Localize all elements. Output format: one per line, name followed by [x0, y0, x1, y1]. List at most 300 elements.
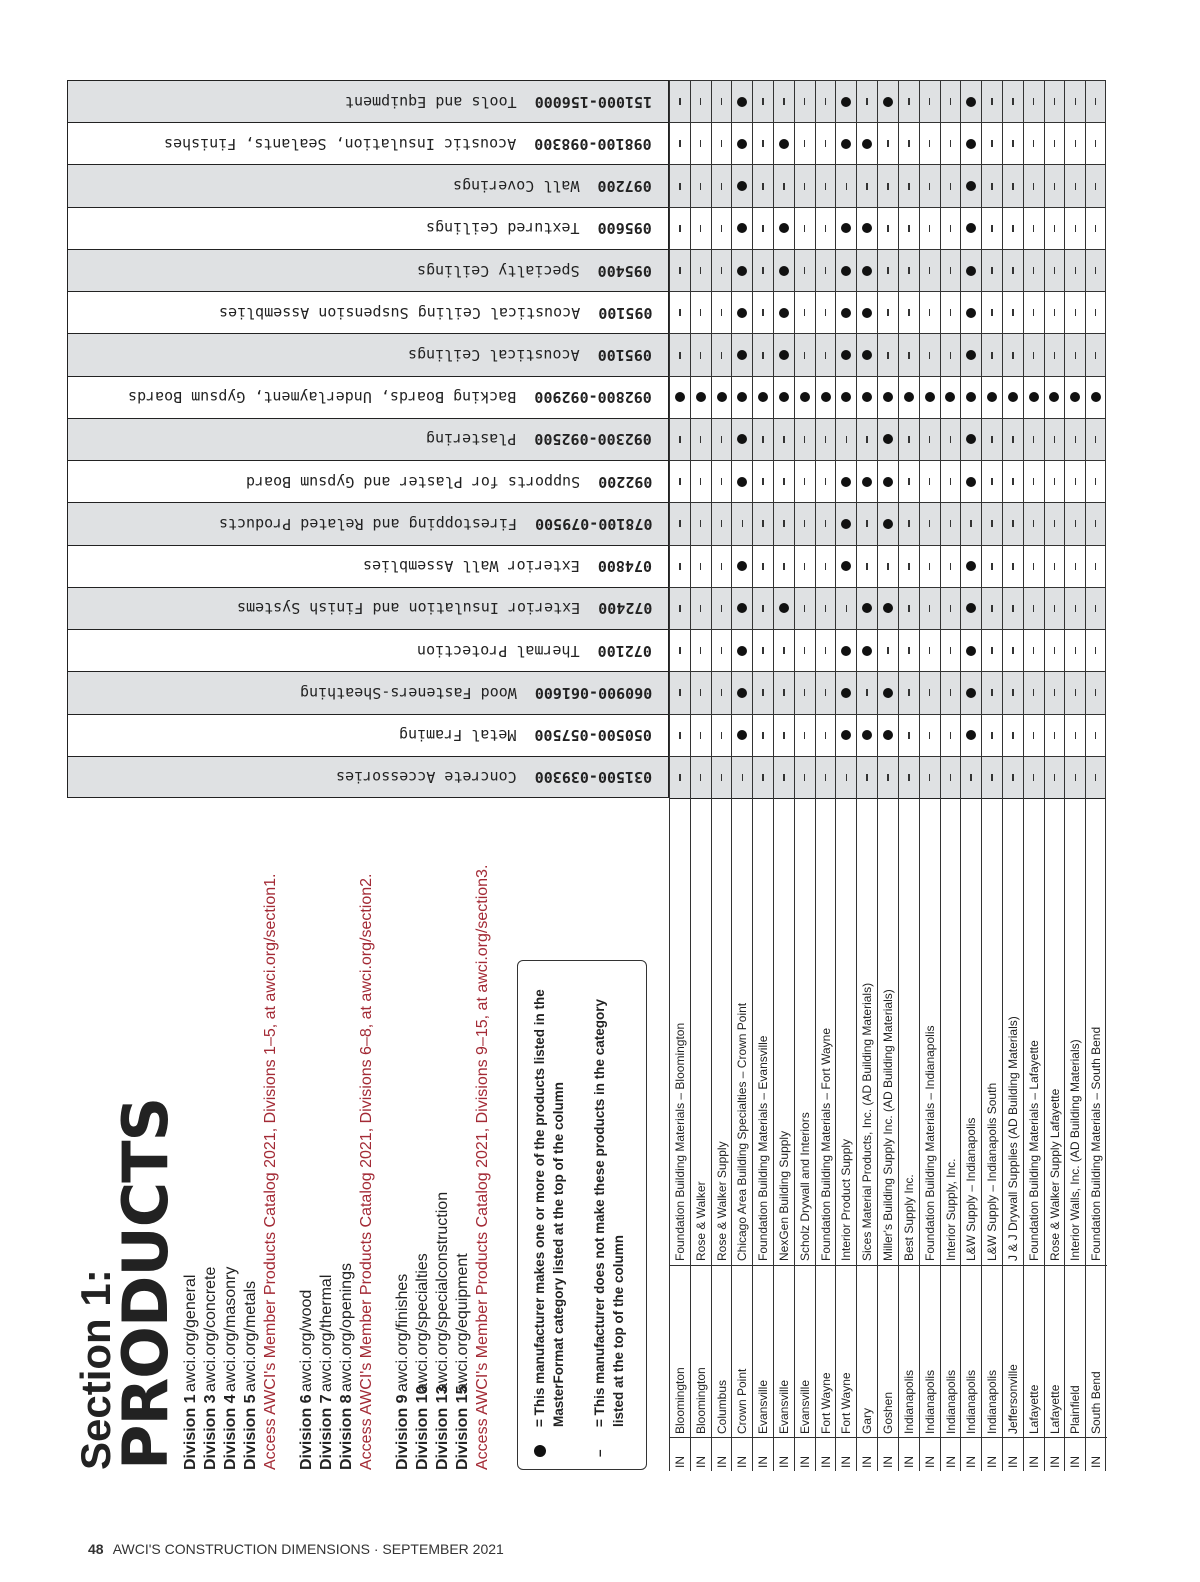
bullet-dot-icon [534, 1445, 546, 1457]
category-name: Thermal Protection [417, 641, 580, 660]
division-row [201, 850, 221, 1470]
matrix-cell [981, 714, 1002, 756]
legend-box [517, 960, 647, 1470]
matrix-cell [794, 587, 815, 629]
matrix-cell [856, 460, 877, 502]
dealer-state: IN [756, 1456, 771, 1468]
dash-icon [1054, 309, 1056, 316]
matrix-cell [960, 756, 981, 798]
matrix-cell [856, 333, 877, 375]
legend-dash-row [590, 987, 628, 1457]
division-row [241, 850, 261, 1470]
category-label [417, 262, 658, 280]
matrix-cell [773, 249, 794, 291]
category-code: 050500-057500 [534, 726, 652, 745]
matrix-cell [877, 418, 898, 460]
dash-icon [1095, 140, 1097, 147]
dash-icon [846, 774, 848, 781]
dealer-row [752, 798, 773, 1471]
dash-icon [1012, 563, 1014, 570]
category-code: 151000-156000 [534, 92, 652, 111]
dash-icon [1095, 520, 1097, 527]
matrix-cell [940, 671, 961, 713]
dot-icon [966, 350, 976, 360]
dealer-city: Indianapolis [985, 1369, 1000, 1434]
matrix-cell [773, 80, 794, 122]
dealer-state: IN [1047, 1456, 1062, 1468]
dash-icon [721, 689, 723, 696]
matrix-cell [690, 164, 711, 206]
matrix-cell [752, 587, 773, 629]
matrix-cell [752, 376, 773, 418]
matrix-cell [1002, 80, 1023, 122]
division-row [221, 850, 241, 1470]
matrix-cell [1002, 545, 1023, 587]
dealer-name: Interior Supply, Inc. [943, 1158, 958, 1261]
matrix-cell [981, 80, 1002, 122]
dash-icon [908, 563, 910, 570]
matrix-cell [1085, 207, 1106, 249]
matrix-cell [669, 164, 690, 206]
matrix-cell [981, 460, 1002, 502]
matrix-cell [711, 291, 732, 333]
dealer-city: Evansville [756, 1379, 771, 1434]
dash-icon [950, 309, 952, 316]
matrix-cell [669, 376, 690, 418]
dash-icon [929, 267, 931, 274]
division-url[interactable]: awci.org/equipment [454, 1253, 471, 1392]
dash-icon [1033, 436, 1035, 443]
dealer-name: Chicago Area Building Specialties – Crown Point [735, 1002, 750, 1261]
category-header [67, 587, 669, 629]
dash-icon [1054, 732, 1056, 739]
division-row [453, 850, 473, 1470]
matrix-cell [1023, 714, 1044, 756]
division-url[interactable]: awci.org/wood [298, 1289, 315, 1392]
dealer-state-cell [670, 1437, 691, 1471]
dash-icon [1012, 520, 1014, 527]
dot-icon [966, 561, 976, 571]
dash-icon [908, 478, 910, 485]
dealer-name-cell [774, 798, 795, 1265]
dash-icon [679, 647, 681, 654]
dash-icon [783, 647, 785, 654]
dash-icon [887, 267, 889, 274]
dash-icon [1075, 225, 1077, 232]
dash-icon [991, 352, 993, 359]
category-code: 060900-061600 [534, 683, 652, 702]
matrix-row [669, 671, 1106, 713]
dash-icon [700, 183, 702, 190]
matrix-cell [877, 207, 898, 249]
matrix-cell [1044, 80, 1065, 122]
dash-icon [762, 689, 764, 696]
matrix-cell [1002, 671, 1023, 713]
dot-icon [966, 223, 976, 233]
dealer-state: IN [901, 1456, 916, 1468]
division-url[interactable]: awci.org/finishes [394, 1273, 411, 1392]
dealer-state: IN [943, 1456, 958, 1468]
dash-icon [825, 605, 827, 612]
division-url[interactable]: awci.org/concrete [202, 1266, 219, 1392]
matrix-cell [835, 460, 856, 502]
matrix-cell [669, 207, 690, 249]
dealer-city: Bloomington [693, 1367, 708, 1434]
matrix-cell [835, 502, 856, 544]
dash-icon [804, 183, 806, 190]
category-header [67, 671, 669, 713]
category-label [219, 515, 658, 533]
matrix-cell [1085, 249, 1106, 291]
dash-icon [783, 520, 785, 527]
dot-icon [841, 223, 851, 233]
dash-icon [1075, 520, 1077, 527]
catalog-access-link[interactable]: Access AWCI's Member Products Catalog 2021, Divisions 1–5, at awci.org/section1. [262, 873, 279, 1470]
matrix-cell [856, 80, 877, 122]
matrix-cell [752, 122, 773, 164]
dash-icon [929, 520, 931, 527]
dash-icon [929, 436, 931, 443]
matrix-cell [877, 756, 898, 798]
matrix-cell [1044, 587, 1065, 629]
legend-dash-text: = This manufacturer does not make these products in the category listed at the top of the column [592, 999, 626, 1427]
matrix-cell [940, 545, 961, 587]
matrix-cell [898, 122, 919, 164]
dealer-city-cell [836, 1265, 857, 1437]
page-number: 48 [88, 1541, 104, 1557]
dealer-state-cell [899, 1437, 920, 1471]
dealer-city: Lafayette [1047, 1384, 1062, 1434]
division-url[interactable]: awci.org/thermal [318, 1274, 335, 1392]
division-label: Division 4 [222, 1394, 239, 1470]
matrix-cell [794, 714, 815, 756]
matrix-cell [1002, 714, 1023, 756]
dealer-city-cell [878, 1265, 899, 1437]
matrix-cell [669, 629, 690, 671]
category-code: 095100 [597, 303, 652, 322]
dealer-state: IN [860, 1456, 875, 1468]
dash-icon [1075, 478, 1077, 485]
dash-icon [866, 520, 868, 527]
dash-icon [1033, 563, 1035, 570]
dot-icon [862, 139, 872, 149]
dealer-city-cell [712, 1265, 733, 1437]
matrix-cell [669, 545, 690, 587]
dealer-state-cell [1045, 1437, 1066, 1471]
dealer-name: Sices Material Products, Inc. (AD Building Materials) [860, 982, 875, 1261]
matrix-cell [981, 756, 1002, 798]
matrix-cell [856, 207, 877, 249]
matrix-cell [1064, 460, 1085, 502]
dealer-city: Indianapolis [964, 1369, 979, 1434]
matrix-cell [731, 460, 752, 502]
matrix-cell [1023, 545, 1044, 587]
dash-icon [1012, 309, 1014, 316]
dash-icon [1012, 352, 1014, 359]
dash-icon [950, 520, 952, 527]
dash-icon [1075, 647, 1077, 654]
matrix-cell [1044, 502, 1065, 544]
dealer-city-cell [982, 1265, 1003, 1437]
dealer-state: IN [1026, 1456, 1041, 1468]
matrix-cell [752, 545, 773, 587]
matrix-cell [919, 587, 940, 629]
dealer-city: Goshen [881, 1391, 896, 1434]
dot-icon [862, 392, 872, 402]
dealer-state: IN [1068, 1456, 1083, 1468]
matrix-cell [1085, 460, 1106, 502]
dealer-city: Indianapolis [901, 1369, 916, 1434]
catalog-access-link[interactable]: Access AWCI's Member Products Catalog 2021, Divisions 6–8, at awci.org/section2. [358, 873, 375, 1470]
matrix-cell [731, 122, 752, 164]
matrix-cell [815, 333, 836, 375]
dash-icon [991, 140, 993, 147]
dash-icon [804, 309, 806, 316]
matrix-cell [815, 629, 836, 671]
dash-icon [825, 732, 827, 739]
dash-icon [1033, 352, 1035, 359]
dot-icon [779, 603, 789, 613]
dash-icon [866, 689, 868, 696]
matrix-cell [815, 291, 836, 333]
dealer-city: Fort Wayne [818, 1372, 833, 1434]
dash-icon [700, 98, 702, 105]
dash-icon [887, 563, 889, 570]
matrix-cell [960, 502, 981, 544]
dealer-city-cell [1003, 1265, 1024, 1437]
dash-icon [908, 140, 910, 147]
matrix-cell [794, 756, 815, 798]
matrix-cell [877, 249, 898, 291]
matrix-cell [794, 249, 815, 291]
catalog-access-link[interactable]: Access AWCI's Member Products Catalog 2021, Divisions 9–15, at awci.org/section3. [474, 864, 491, 1470]
dash-icon [721, 520, 723, 527]
category-code: 092300-092500 [534, 430, 652, 449]
matrix-cell [960, 249, 981, 291]
matrix-cell [898, 587, 919, 629]
dealer-name-cell [1003, 798, 1024, 1265]
dash-icon [1095, 478, 1097, 485]
matrix-cell [690, 376, 711, 418]
category-name: Supports for Plaster and Gypsum Board [245, 472, 580, 491]
matrix-cell [960, 587, 981, 629]
dealer-name: Interior Walls, Inc. (AD Building Materials) [1068, 1039, 1083, 1261]
matrix-cell [1085, 629, 1106, 671]
dealer-name-cell [982, 798, 1003, 1265]
dealer-state-cell [941, 1437, 962, 1471]
dash-icon [1033, 520, 1035, 527]
dash-icon [887, 647, 889, 654]
matrix-cell [1064, 502, 1085, 544]
dealer-name-cell [1045, 798, 1066, 1265]
dealer-city: Evansville [797, 1379, 812, 1434]
matrix-cell [898, 629, 919, 671]
dot-icon [862, 646, 872, 656]
dot-icon [737, 350, 747, 360]
dash-icon [762, 563, 764, 570]
matrix-cell [981, 629, 1002, 671]
division-url[interactable]: awci.org/specialties [414, 1253, 431, 1392]
dash-icon [721, 774, 723, 781]
dot-icon [862, 730, 872, 740]
matrix-cell [1085, 545, 1106, 587]
matrix-cell [815, 418, 836, 460]
matrix-cell [1023, 671, 1044, 713]
matrix-cell [794, 376, 815, 418]
matrix-cell [1064, 291, 1085, 333]
dealer-row [1044, 798, 1065, 1471]
dash-icon [991, 605, 993, 612]
dash-icon [1075, 183, 1077, 190]
matrix-cell [940, 291, 961, 333]
category-code: 072100 [597, 641, 652, 660]
dealer-row [981, 798, 1002, 1471]
matrix-cell [752, 291, 773, 333]
dash-icon [950, 98, 952, 105]
matrix-cell [835, 122, 856, 164]
dash-icon [825, 267, 827, 274]
division-label: Division 8 [338, 1394, 355, 1470]
matrix-cell [1064, 756, 1085, 798]
category-label [336, 768, 658, 786]
division-url[interactable]: awci.org/general [182, 1274, 199, 1392]
dash-icon [762, 225, 764, 232]
dealer-state: IN [922, 1456, 937, 1468]
dot-icon [883, 519, 893, 529]
dash-icon [1054, 140, 1056, 147]
dash-icon [1054, 352, 1056, 359]
matrix-cell [1085, 714, 1106, 756]
matrix-row [669, 207, 1106, 249]
dot-icon [862, 223, 872, 233]
matrix-cell [981, 291, 1002, 333]
category-header [67, 207, 669, 249]
dash-icon [700, 732, 702, 739]
dot-icon [717, 392, 727, 402]
dot-icon [1070, 392, 1080, 402]
matrix-cell [960, 80, 981, 122]
division-url[interactable]: awci.org/masonry [222, 1266, 239, 1392]
dash-icon [1054, 774, 1056, 781]
dot-icon [675, 392, 685, 402]
dealer-state: IN [673, 1456, 687, 1468]
matrix-cell [773, 376, 794, 418]
matrix-cell [815, 587, 836, 629]
dash-icon [950, 140, 952, 147]
matrix-cell [1023, 756, 1044, 798]
dealer-state: IN [693, 1456, 708, 1468]
dealer-table [669, 798, 1106, 1471]
matrix-cell [773, 333, 794, 375]
dash-icon [721, 98, 723, 105]
matrix-cell [940, 249, 961, 291]
matrix-cell [794, 629, 815, 671]
dash-icon [866, 774, 868, 781]
dash-icon [783, 183, 785, 190]
dealer-state-cell [857, 1437, 878, 1471]
dash-icon [846, 183, 848, 190]
matrix-cell [815, 207, 836, 249]
dash-icon [950, 436, 952, 443]
dealer-row [898, 798, 919, 1471]
matrix-cell [1064, 418, 1085, 460]
dot-icon [737, 223, 747, 233]
division-url[interactable]: awci.org/metals [242, 1280, 259, 1392]
dot-icon [966, 688, 976, 698]
dash-icon [991, 689, 993, 696]
matrix-cell [669, 587, 690, 629]
dash-icon [991, 309, 993, 316]
dealer-state-cell [1024, 1437, 1045, 1471]
matrix-cell [1023, 122, 1044, 164]
matrix-cell [1023, 333, 1044, 375]
matrix-cell [690, 80, 711, 122]
dash-icon [1075, 309, 1077, 316]
matrix-cell [898, 714, 919, 756]
section-intro-panel [72, 850, 655, 1470]
dash-icon [929, 774, 931, 781]
dash-icon [1095, 267, 1097, 274]
category-code: 092200 [597, 472, 652, 491]
dealer-name: Miller's Building Supply Inc. (AD Building Materials) [881, 989, 896, 1261]
division-url[interactable]: awci.org/specialconstruction [434, 1191, 451, 1392]
matrix-cell [919, 629, 940, 671]
dash-icon [721, 436, 723, 443]
dot-icon [737, 308, 747, 318]
matrix-row [669, 418, 1106, 460]
matrix-cell [856, 164, 877, 206]
dot-icon [841, 646, 851, 656]
division-url[interactable]: awci.org/openings [338, 1263, 355, 1392]
dash-icon [804, 352, 806, 359]
dash-icon [700, 352, 702, 359]
dash-icon [1054, 520, 1056, 527]
dash-icon [783, 732, 785, 739]
matrix-cell [752, 629, 773, 671]
dash-icon [825, 309, 827, 316]
matrix-cell [690, 333, 711, 375]
dealer-city-cell [691, 1265, 712, 1437]
matrix-cell [794, 545, 815, 587]
dash-icon [1095, 647, 1097, 654]
dash-icon [1012, 478, 1014, 485]
dealer-name: Rose & Walker Supply Lafayette [1047, 1088, 1062, 1261]
dash-icon [950, 605, 952, 612]
dash-icon [783, 689, 785, 696]
matrix-cell [1002, 122, 1023, 164]
category-label [417, 642, 658, 660]
dash-icon [929, 478, 931, 485]
matrix-cell [877, 714, 898, 756]
dash-icon [991, 774, 993, 781]
dash-icon [679, 225, 681, 232]
dash-icon [762, 183, 764, 190]
matrix-cell [856, 249, 877, 291]
dash-icon [1033, 774, 1035, 781]
matrix-cell [815, 249, 836, 291]
dealer-city-cell [961, 1265, 982, 1437]
dealer-row [669, 798, 690, 1471]
dot-icon [862, 308, 872, 318]
matrix-cell [1044, 756, 1065, 798]
matrix-cell [835, 164, 856, 206]
dot-icon [1049, 392, 1059, 402]
dash-icon [700, 267, 702, 274]
matrix-cell [919, 291, 940, 333]
dash-icon [721, 647, 723, 654]
dot-icon [966, 646, 976, 656]
matrix-cell [1064, 80, 1085, 122]
